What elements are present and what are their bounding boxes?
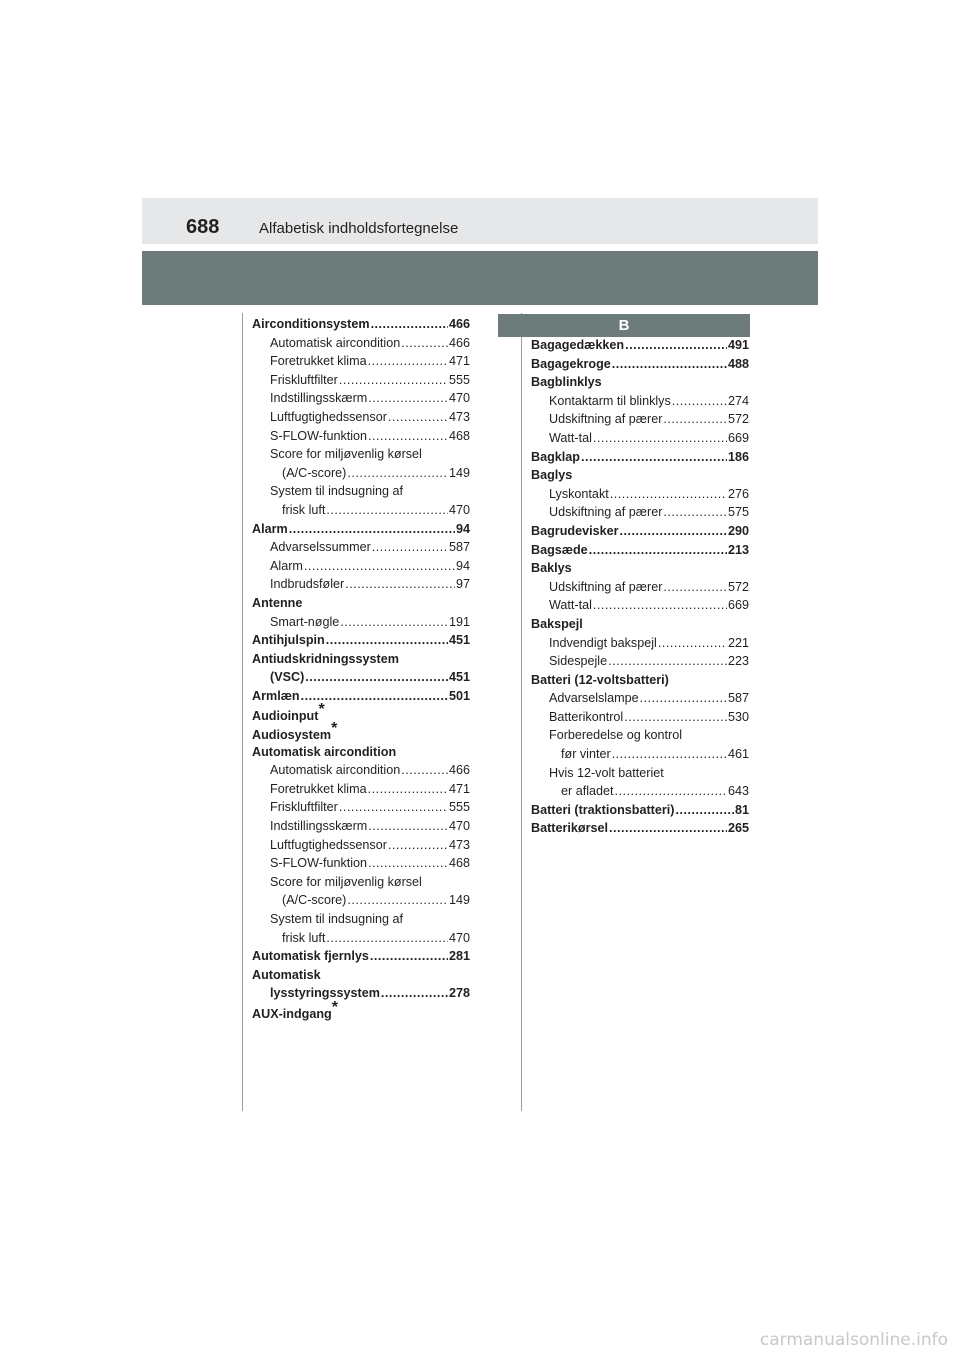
index-entry (531, 617, 749, 636)
dot-leader (675, 803, 734, 817)
page-ref: 555 (448, 372, 470, 387)
entry-label: frisk luft (282, 502, 326, 517)
entry-label: Udskiftning af pærer (549, 579, 663, 594)
dot-leader (610, 487, 727, 501)
entry-label: Smart-nøgle (270, 614, 340, 629)
entry-label: Automatisk aircondition (270, 335, 401, 350)
dot-leader (388, 838, 448, 852)
dot-leader (612, 747, 727, 761)
index-entry (252, 596, 470, 615)
column-divider-left (242, 313, 243, 1111)
dot-leader (371, 317, 448, 331)
entry-label: Automatisk fjernlys (252, 949, 369, 964)
entry-label: Automatisk aircondition (270, 763, 401, 778)
page-ref: 186 (727, 449, 749, 464)
index-entry (252, 559, 470, 578)
entry-label: Luftfugtighedssensor (270, 409, 387, 424)
dot-leader (345, 577, 455, 591)
page-ref: 470 (448, 502, 470, 517)
index-entry (252, 745, 470, 764)
entry-label: (VSC) (270, 670, 305, 685)
index-entry (252, 670, 470, 689)
dot-leader (589, 543, 727, 557)
dot-leader (593, 431, 727, 445)
index-entry (531, 431, 749, 450)
entry-label: Alarm (252, 521, 288, 536)
page-ref: 290 (727, 523, 749, 538)
index-entry (252, 652, 470, 671)
entry-label: Antenne (252, 595, 303, 610)
index-entry (252, 484, 470, 503)
page-ref: 470 (448, 391, 470, 406)
entry-label: Forberedelse og kontrol (549, 728, 683, 743)
index-entry (252, 540, 470, 559)
page-ref: 470 (448, 930, 470, 945)
entry-label: (A/C-score) (282, 893, 347, 908)
index-entry (531, 673, 749, 692)
page-ref: 223 (727, 654, 749, 669)
entry-label: Udskiftning af pærer (549, 412, 663, 427)
dot-leader (326, 931, 448, 945)
index-entry (531, 747, 749, 766)
page-ref: 149 (448, 893, 470, 908)
entry-label: Batteri (12-voltsbatteri) (531, 672, 669, 687)
entry-label: Indstillingsskærm (270, 391, 368, 406)
page-ref: 468 (448, 428, 470, 443)
dot-leader (304, 559, 455, 573)
dot-leader (289, 522, 455, 536)
entry-label: Airconditionsystem (252, 317, 370, 331)
index-entry (252, 354, 470, 373)
section-letter-header: B (498, 314, 750, 337)
page-ref: 501 (448, 688, 470, 703)
dot-leader (388, 410, 448, 424)
page-ref: 572 (727, 412, 749, 427)
index-entry (252, 522, 470, 541)
dot-leader (368, 819, 448, 833)
page-ref: 461 (727, 747, 749, 762)
dot-leader (340, 615, 448, 629)
page-ref: 278 (448, 986, 470, 1001)
entry-label: Bagrudevisker (531, 523, 619, 538)
entry-label: Baglys (531, 468, 573, 483)
entry-label: Friskluftfilter (270, 372, 338, 387)
page-ref: 149 (448, 465, 470, 480)
dot-leader (347, 466, 448, 480)
dot-leader (663, 412, 727, 426)
index-entry (531, 598, 749, 617)
page-ref: 471 (448, 781, 470, 796)
page-number: 688 (186, 216, 220, 238)
entry-label: Bagsæde (531, 542, 588, 557)
index-entry (252, 893, 470, 912)
dot-leader (305, 670, 448, 684)
entry-label: Batteri (traktionsbatteri) (531, 802, 675, 817)
entry-label: Luftfugtighedssensor (270, 837, 387, 852)
entry-label: Indvendigt bakspejl (549, 635, 657, 650)
page-ref: 471 (448, 354, 470, 369)
dot-leader (368, 354, 448, 368)
index-entry (252, 577, 470, 596)
index-entry (531, 561, 749, 580)
page-ref: 669 (727, 598, 749, 613)
index-entry (252, 782, 470, 801)
page-ref: 265 (727, 821, 749, 836)
page-ref: 587 (448, 540, 470, 555)
footnote-star-icon: * (331, 998, 338, 1016)
page-ref: 473 (448, 837, 470, 852)
page-ref: 281 (448, 949, 470, 964)
index-entry (531, 821, 749, 840)
entry-label: Baklys (531, 561, 572, 576)
entry-label: Friskluftfilter (270, 800, 338, 815)
index-entry (531, 543, 749, 562)
index-column-b (531, 338, 749, 840)
index-entry (252, 720, 470, 745)
dot-leader (608, 654, 727, 668)
index-entry (252, 701, 470, 726)
page-ref: 94 (455, 558, 470, 573)
entry-label: Hvis 12-volt batteriet (549, 765, 664, 780)
index-entry (531, 803, 749, 822)
page-ref: 488 (727, 356, 749, 371)
entry-label: Watt-tal (549, 598, 592, 613)
index-entry (252, 633, 470, 652)
dot-leader (370, 949, 448, 963)
entry-label: Bagagedækken (531, 338, 625, 352)
entry-label: S-FLOW-funktion (270, 428, 368, 443)
index-entry (252, 447, 470, 466)
page-ref: 274 (727, 393, 749, 408)
index-entry (531, 487, 749, 506)
index-entry (252, 689, 470, 708)
page-ref: 555 (448, 800, 470, 815)
entry-label: Advarselslampe (549, 691, 639, 706)
entry-label: Audiosystem (252, 728, 332, 743)
entry-label: Foretrukket klima (270, 354, 367, 369)
index-entry (531, 728, 749, 747)
index-entry (531, 450, 749, 469)
entry-label: System til indsugning af (270, 484, 404, 499)
dot-leader (663, 505, 727, 519)
dot-leader (381, 986, 448, 1000)
footnote-star-icon: * (318, 701, 325, 719)
entry-label: frisk luft (282, 930, 326, 945)
entry-label: Foretrukket klima (270, 781, 367, 796)
dot-leader (609, 821, 727, 835)
page-ref: 451 (448, 670, 470, 685)
index-entry (531, 524, 749, 543)
dot-leader (368, 856, 448, 870)
dot-leader (640, 691, 727, 705)
dot-leader (326, 633, 448, 647)
page-ref: 575 (727, 505, 749, 520)
dot-leader (401, 336, 448, 350)
index-entry (252, 986, 470, 1005)
page-ref: 466 (448, 335, 470, 350)
dot-leader (326, 503, 448, 517)
page-ref: 470 (448, 819, 470, 834)
entry-label: Score for miljøvenlig kørsel (270, 447, 422, 462)
entry-label: Bakspejl (531, 616, 583, 631)
dot-leader (368, 429, 448, 443)
page-ref: 466 (448, 317, 470, 331)
index-entry (531, 505, 749, 524)
index-entry (531, 654, 749, 673)
index-entry (252, 838, 470, 857)
page-ref: 213 (727, 542, 749, 557)
chapter-band (142, 251, 818, 305)
entry-label: Sidespejle (549, 654, 608, 669)
entry-label: Lyskontakt (549, 486, 609, 501)
index-column-a (252, 317, 470, 1024)
page-ref: 221 (727, 635, 749, 650)
page-ref: 466 (448, 763, 470, 778)
dot-leader (339, 373, 448, 387)
dot-leader (625, 338, 727, 352)
index-entry (252, 336, 470, 355)
index-entry (531, 691, 749, 710)
page-ref: 191 (448, 614, 470, 629)
dot-leader (658, 636, 727, 650)
entry-label: Bagklap (531, 449, 580, 464)
index-entry (252, 373, 470, 392)
index-entry (531, 766, 749, 785)
entry-label: Batterikørsel (531, 821, 608, 836)
page-ref: 451 (448, 633, 470, 648)
page-ref: 473 (448, 409, 470, 424)
entry-label: lysstyringssystem (270, 986, 380, 1001)
index-entry (252, 466, 470, 485)
index-entry (252, 998, 470, 1024)
entry-label: Score for miljøvenlig kørsel (270, 874, 422, 889)
dot-leader (401, 763, 448, 777)
index-entry (531, 784, 749, 803)
entry-label: er afladet (561, 784, 614, 799)
index-entry (252, 317, 470, 336)
index-entry (252, 912, 470, 931)
entry-label: S-FLOW-funktion (270, 856, 368, 871)
index-entry (531, 580, 749, 599)
index-entry (531, 636, 749, 655)
page-ref: 276 (727, 486, 749, 501)
dot-leader (612, 357, 727, 371)
index-entry (531, 412, 749, 431)
page-ref: 491 (727, 338, 749, 352)
dot-leader (581, 450, 727, 464)
index-entry (252, 968, 470, 987)
page-ref: 81 (734, 802, 749, 817)
page-ref: 572 (727, 579, 749, 594)
index-entry (531, 338, 749, 357)
dot-leader (624, 710, 727, 724)
index-entry (531, 710, 749, 729)
dot-leader (368, 782, 448, 796)
entry-label: Automatisk (252, 967, 321, 982)
dot-leader (593, 598, 727, 612)
index-entry (252, 410, 470, 429)
index-entry (252, 429, 470, 448)
entry-label: Bagagekroge (531, 356, 611, 371)
dot-leader (615, 784, 727, 798)
page-ref: 530 (727, 709, 749, 724)
footnote-star-icon: * (331, 720, 338, 738)
dot-leader (339, 800, 448, 814)
index-entry (252, 615, 470, 634)
page-ref: 669 (727, 430, 749, 445)
entry-label: Indstillingsskærm (270, 819, 368, 834)
entry-label: Alarm (270, 558, 303, 573)
entry-label: Udskiftning af pærer (549, 505, 663, 520)
page-ref: 587 (727, 691, 749, 706)
index-entry (252, 391, 470, 410)
entry-label: (A/C-score) (282, 465, 347, 480)
index-entry (252, 819, 470, 838)
dot-leader (620, 524, 727, 538)
watermark: carmanualsonline.info (759, 1330, 948, 1350)
index-entry (531, 468, 749, 487)
index-entry (252, 503, 470, 522)
index-entry (252, 856, 470, 875)
entry-label: før vinter (561, 747, 611, 762)
entry-label: Watt-tal (549, 430, 592, 445)
index-entry (252, 949, 470, 968)
dot-leader (368, 391, 448, 405)
dot-leader (663, 580, 727, 594)
index-entry (252, 763, 470, 782)
entry-label: Indbrudsføler (270, 577, 345, 592)
page-ref: 643 (727, 784, 749, 799)
index-entry (252, 875, 470, 894)
header-band (142, 198, 818, 244)
index-entry (531, 357, 749, 376)
entry-label: Kontaktarm til blinklys (549, 393, 671, 408)
page-title: Alfabetisk indholdsfortegnelse (259, 220, 459, 237)
entry-label: Antiudskridningssystem (252, 651, 399, 666)
dot-leader (372, 540, 448, 554)
entry-label: AUX-indgang (252, 1006, 332, 1021)
dot-leader (672, 394, 727, 408)
entry-label: Armlæn (252, 688, 300, 703)
entry-label: Batterikontrol (549, 709, 624, 724)
index-entry (252, 931, 470, 950)
index-entry (531, 375, 749, 394)
entry-label: Antihjulspin (252, 633, 325, 648)
dot-leader (347, 893, 448, 907)
page-ref: 97 (455, 577, 470, 592)
entry-label: System til indsugning af (270, 912, 404, 926)
column-divider-middle (521, 313, 522, 1111)
entry-label: Advarselssummer (270, 540, 371, 555)
page-ref: 468 (448, 856, 470, 871)
index-entry (252, 800, 470, 819)
index-entry (531, 394, 749, 413)
entry-label: Audioinput (252, 709, 319, 724)
entry-label: Bagblinklys (531, 375, 602, 390)
entry-label: Automatisk aircondition (252, 744, 397, 759)
page-ref: 94 (455, 521, 470, 536)
